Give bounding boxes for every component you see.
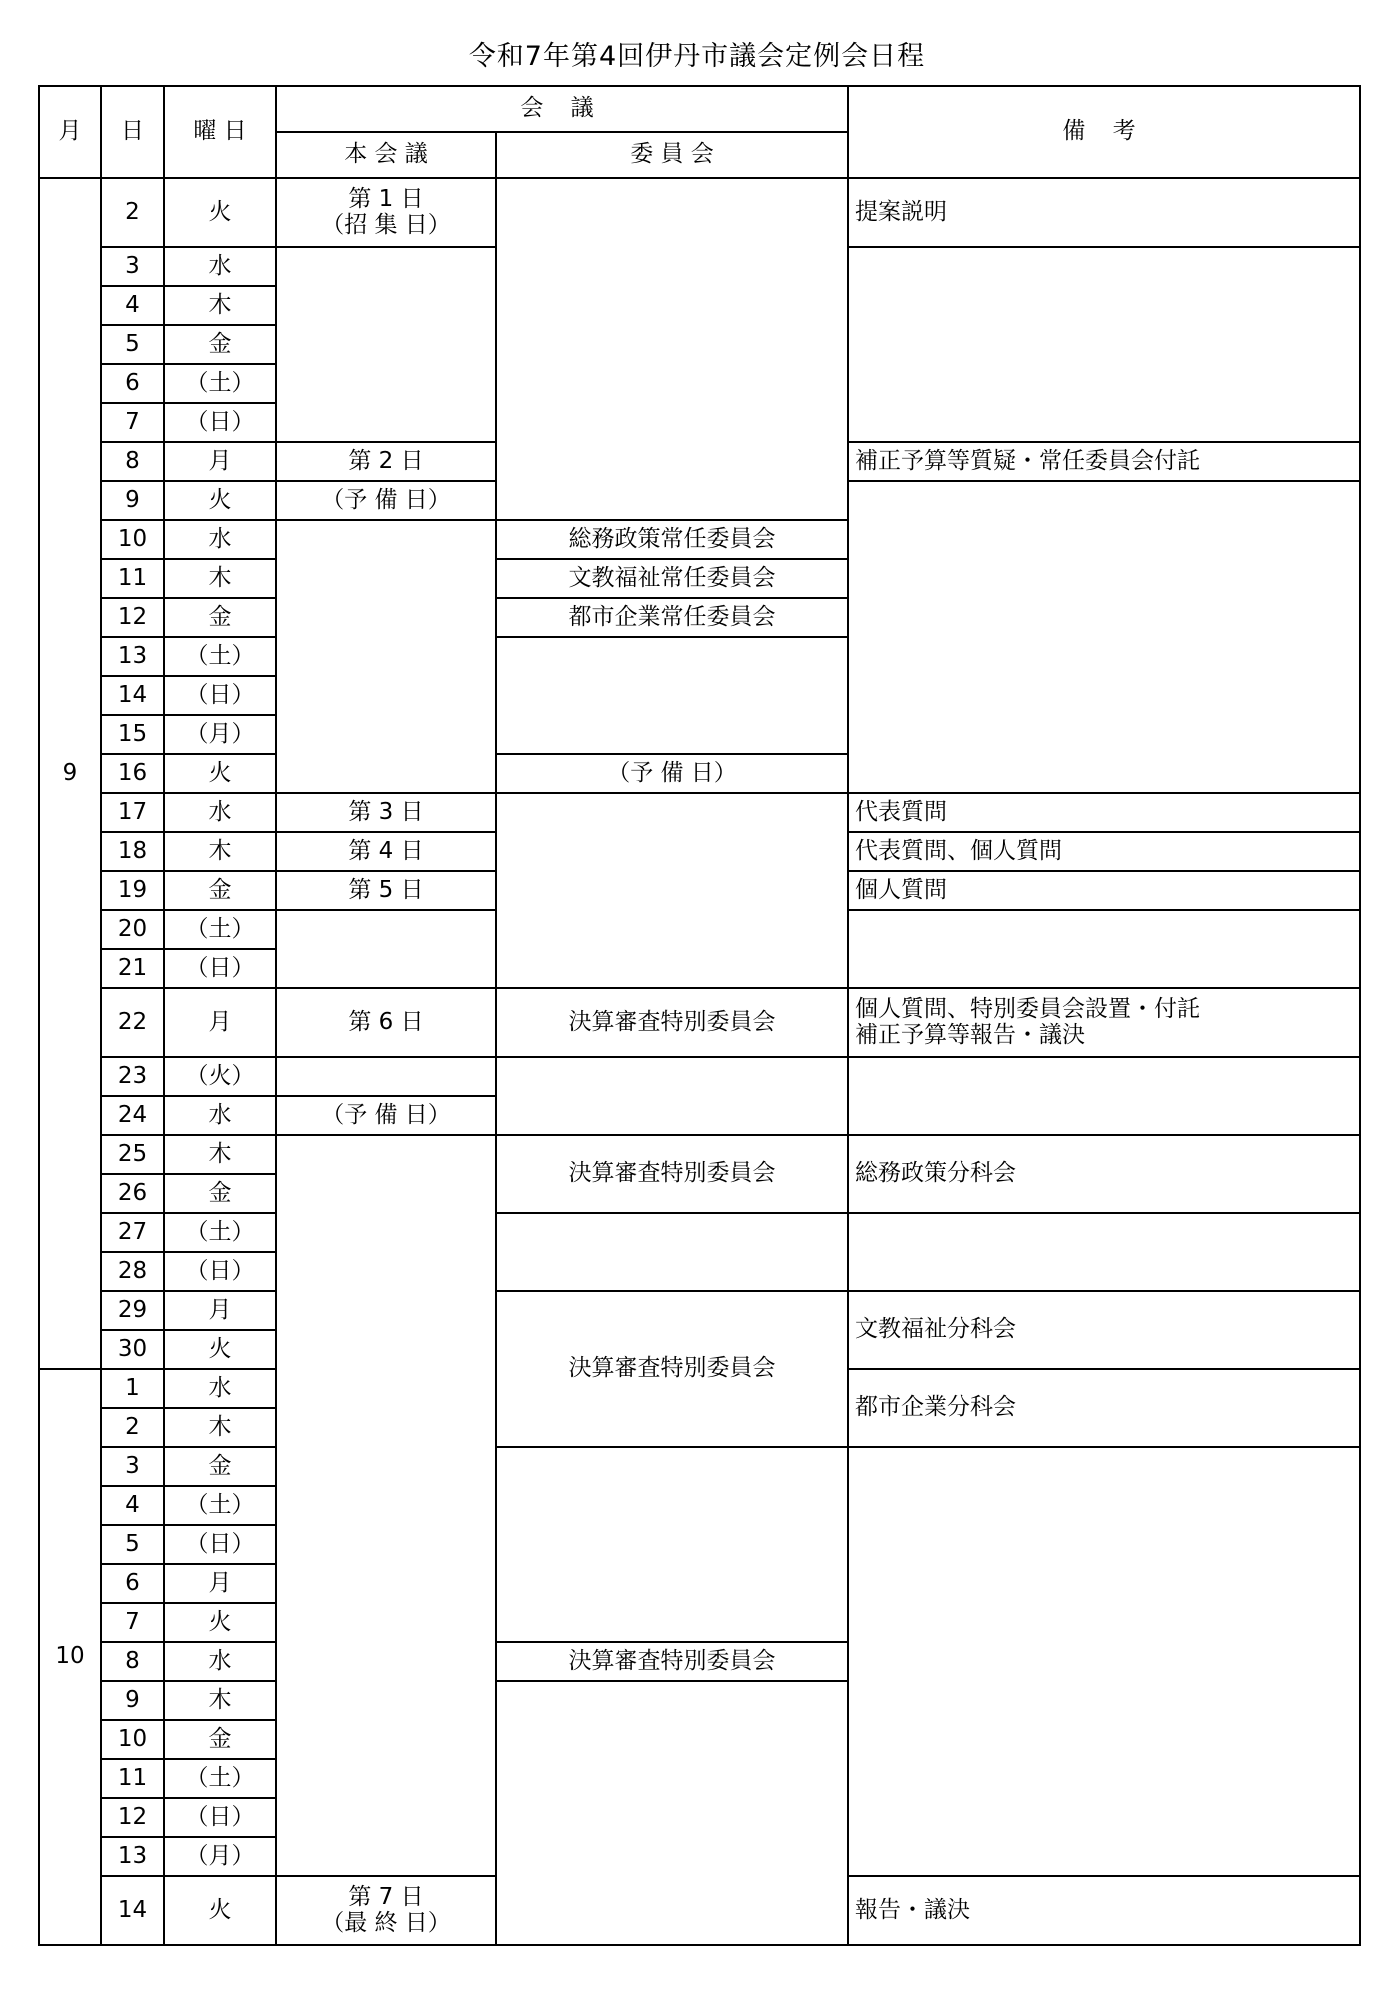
day-cell: 24 — [101, 1096, 164, 1135]
day-cell: 2 — [101, 178, 164, 247]
plenary-cell: （予 備 日） — [276, 481, 496, 520]
day-cell: 4 — [101, 1486, 164, 1525]
committee-cell — [496, 1057, 848, 1135]
day-cell: 4 — [101, 286, 164, 325]
weekday-cell: 木 — [164, 559, 276, 598]
day-cell: 10 — [101, 520, 164, 559]
day-cell: 11 — [101, 559, 164, 598]
weekday-cell: 水 — [164, 1369, 276, 1408]
weekday-cell: （日） — [164, 676, 276, 715]
weekday-cell: （日） — [164, 1525, 276, 1564]
plenary-cell: 第 3 日 — [276, 793, 496, 832]
schedule-row — [39, 1213, 1360, 1252]
committee-cell: 文教福祉常任委員会 — [496, 559, 848, 598]
weekday-cell: 水 — [164, 793, 276, 832]
remarks-cell: 総務政策分科会 — [848, 1135, 1360, 1213]
schedule-row — [39, 793, 1360, 832]
weekday-cell: （日） — [164, 1252, 276, 1291]
weekday-cell: 月 — [164, 988, 276, 1057]
schedule-row — [39, 1057, 1360, 1096]
committee-cell: 決算審査特別委員会 — [496, 1291, 848, 1447]
day-cell: 7 — [101, 403, 164, 442]
plenary-cell: 第 5 日 — [276, 871, 496, 910]
weekday-cell: （日） — [164, 403, 276, 442]
weekday-cell: 木 — [164, 286, 276, 325]
day-cell: 6 — [101, 1564, 164, 1603]
day-cell: 5 — [101, 325, 164, 364]
month-cell: 10 — [39, 1369, 101, 1945]
weekday-cell: （土） — [164, 364, 276, 403]
weekday-cell: 月 — [164, 1291, 276, 1330]
remarks-cell: 報告・議決 — [848, 1876, 1360, 1945]
plenary-cell — [276, 1057, 496, 1096]
plenary-text: （招 集 日） — [321, 211, 451, 238]
day-cell: 9 — [101, 481, 164, 520]
weekday-cell: （火） — [164, 1057, 276, 1096]
weekday-cell: 水 — [164, 520, 276, 559]
remarks-text: 補正予算等報告・議決 — [855, 1021, 1085, 1048]
weekday-cell: 火 — [164, 1330, 276, 1369]
day-cell: 21 — [101, 949, 164, 988]
day-cell: 11 — [101, 1759, 164, 1798]
remarks-cell: 個人質問 — [848, 871, 1360, 910]
committee-cell: （予 備 日） — [496, 754, 848, 793]
day-cell: 15 — [101, 715, 164, 754]
remarks-cell: 補正予算等質疑・常任委員会付託 — [848, 442, 1360, 481]
schedule-row — [39, 1447, 1360, 1486]
plenary-cell — [276, 1135, 496, 1876]
day-cell: 13 — [101, 1837, 164, 1876]
remarks-cell — [848, 481, 1360, 793]
day-cell: 9 — [101, 1681, 164, 1720]
header-day: 日 — [101, 86, 164, 178]
weekday-cell: （土） — [164, 910, 276, 949]
remarks-cell: 文教福祉分科会 — [848, 1291, 1360, 1369]
day-cell: 29 — [101, 1291, 164, 1330]
weekday-cell: 月 — [164, 442, 276, 481]
plenary-cell — [276, 1876, 496, 1945]
day-cell: 18 — [101, 832, 164, 871]
day-cell: 28 — [101, 1252, 164, 1291]
day-cell: 12 — [101, 1798, 164, 1837]
day-cell: 5 — [101, 1525, 164, 1564]
weekday-cell: 火 — [164, 178, 276, 247]
weekday-cell: 月 — [164, 1564, 276, 1603]
weekday-cell: （土） — [164, 1213, 276, 1252]
remarks-cell — [848, 1057, 1360, 1135]
remarks-cell: 都市企業分科会 — [848, 1369, 1360, 1447]
plenary-cell: 第 2 日 — [276, 442, 496, 481]
remarks-cell: 提案説明 — [848, 178, 1360, 247]
schedule-row — [39, 178, 1360, 247]
page-title: 令和7年第4回伊丹市議会定例会日程 — [468, 41, 926, 72]
committee-cell: 総務政策常任委員会 — [496, 520, 848, 559]
plenary-text: 第 7 日 — [348, 1884, 424, 1911]
schedule-row — [39, 988, 1360, 1057]
remarks-cell: 代表質問、個人質問 — [848, 832, 1360, 871]
day-cell: 30 — [101, 1330, 164, 1369]
weekday-cell: 火 — [164, 754, 276, 793]
committee-cell — [496, 178, 848, 520]
day-cell: 22 — [101, 988, 164, 1057]
day-cell: 25 — [101, 1135, 164, 1174]
day-cell: 20 — [101, 910, 164, 949]
header-plenary: 本 会 議 — [276, 132, 496, 178]
committee-cell: 都市企業常任委員会 — [496, 598, 848, 637]
schedule-row — [39, 1135, 1360, 1174]
committee-cell: 決算審査特別委員会 — [496, 1642, 848, 1681]
day-cell: 3 — [101, 247, 164, 286]
weekday-cell: 水 — [164, 1642, 276, 1681]
remarks-cell — [848, 910, 1360, 988]
weekday-cell: 火 — [164, 1603, 276, 1642]
weekday-cell: 金 — [164, 325, 276, 364]
header-remarks: 備 考 — [848, 86, 1360, 178]
day-cell: 13 — [101, 637, 164, 676]
remarks-cell — [848, 247, 1360, 442]
plenary-cell — [276, 520, 496, 793]
plenary-text: 第 1 日 — [348, 186, 424, 213]
committee-cell — [496, 1681, 848, 1945]
weekday-cell: 木 — [164, 1408, 276, 1447]
month-cell: 9 — [39, 178, 101, 1369]
day-cell: 19 — [101, 871, 164, 910]
weekday-cell: 火 — [164, 1876, 276, 1945]
schedule-table — [38, 85, 1361, 1946]
day-cell: 17 — [101, 793, 164, 832]
schedule-row — [39, 1291, 1360, 1330]
weekday-cell: 木 — [164, 1681, 276, 1720]
plenary-cell: （予 備 日） — [276, 1096, 496, 1135]
weekday-cell: 金 — [164, 1174, 276, 1213]
committee-cell — [496, 793, 848, 988]
committee-cell — [496, 1213, 848, 1291]
day-cell: 1 — [101, 1369, 164, 1408]
plenary-cell: 第 4 日 — [276, 832, 496, 871]
plenary-cell: 第 6 日 — [276, 988, 496, 1057]
committee-cell — [496, 637, 848, 754]
day-cell: 2 — [101, 1408, 164, 1447]
remarks-cell — [848, 1213, 1360, 1291]
weekday-cell: （日） — [164, 1798, 276, 1837]
committee-cell: 決算審査特別委員会 — [496, 1135, 848, 1213]
day-cell: 12 — [101, 598, 164, 637]
header-month: 月 — [39, 86, 101, 178]
weekday-cell: （日） — [164, 949, 276, 988]
day-cell: 8 — [101, 442, 164, 481]
day-cell: 10 — [101, 1720, 164, 1759]
day-cell: 6 — [101, 364, 164, 403]
header-committee: 委 員 会 — [496, 132, 848, 178]
remarks-cell: 代表質問 — [848, 793, 1360, 832]
weekday-cell: 金 — [164, 598, 276, 637]
weekday-cell: （月） — [164, 715, 276, 754]
weekday-cell: 水 — [164, 247, 276, 286]
remarks-text: 個人質問、特別委員会設置・付託 — [855, 996, 1200, 1023]
day-cell: 16 — [101, 754, 164, 793]
remarks-cell — [848, 988, 1360, 1057]
remarks-cell — [848, 1447, 1360, 1876]
header-meeting: 会 議 — [276, 86, 848, 132]
header-row — [39, 86, 1360, 132]
day-cell: 23 — [101, 1057, 164, 1096]
weekday-cell: （土） — [164, 1759, 276, 1798]
committee-cell — [496, 1447, 848, 1642]
day-cell: 27 — [101, 1213, 164, 1252]
day-cell: 8 — [101, 1642, 164, 1681]
weekday-cell: （月） — [164, 1837, 276, 1876]
day-cell: 14 — [101, 1876, 164, 1945]
weekday-cell: 水 — [164, 1096, 276, 1135]
day-cell: 14 — [101, 676, 164, 715]
weekday-cell: （土） — [164, 637, 276, 676]
committee-cell: 決算審査特別委員会 — [496, 988, 848, 1057]
header-weekday: 曜 日 — [164, 86, 276, 178]
day-cell: 7 — [101, 1603, 164, 1642]
weekday-cell: 金 — [164, 1447, 276, 1486]
day-cell: 3 — [101, 1447, 164, 1486]
plenary-text: （最 終 日） — [321, 1909, 451, 1936]
plenary-cell — [276, 247, 496, 442]
weekday-cell: 木 — [164, 1135, 276, 1174]
weekday-cell: （土） — [164, 1486, 276, 1525]
plenary-cell — [276, 178, 496, 247]
weekday-cell: 木 — [164, 832, 276, 871]
plenary-cell — [276, 910, 496, 988]
weekday-cell: 金 — [164, 871, 276, 910]
weekday-cell: 金 — [164, 1720, 276, 1759]
day-cell: 26 — [101, 1174, 164, 1213]
weekday-cell: 火 — [164, 481, 276, 520]
